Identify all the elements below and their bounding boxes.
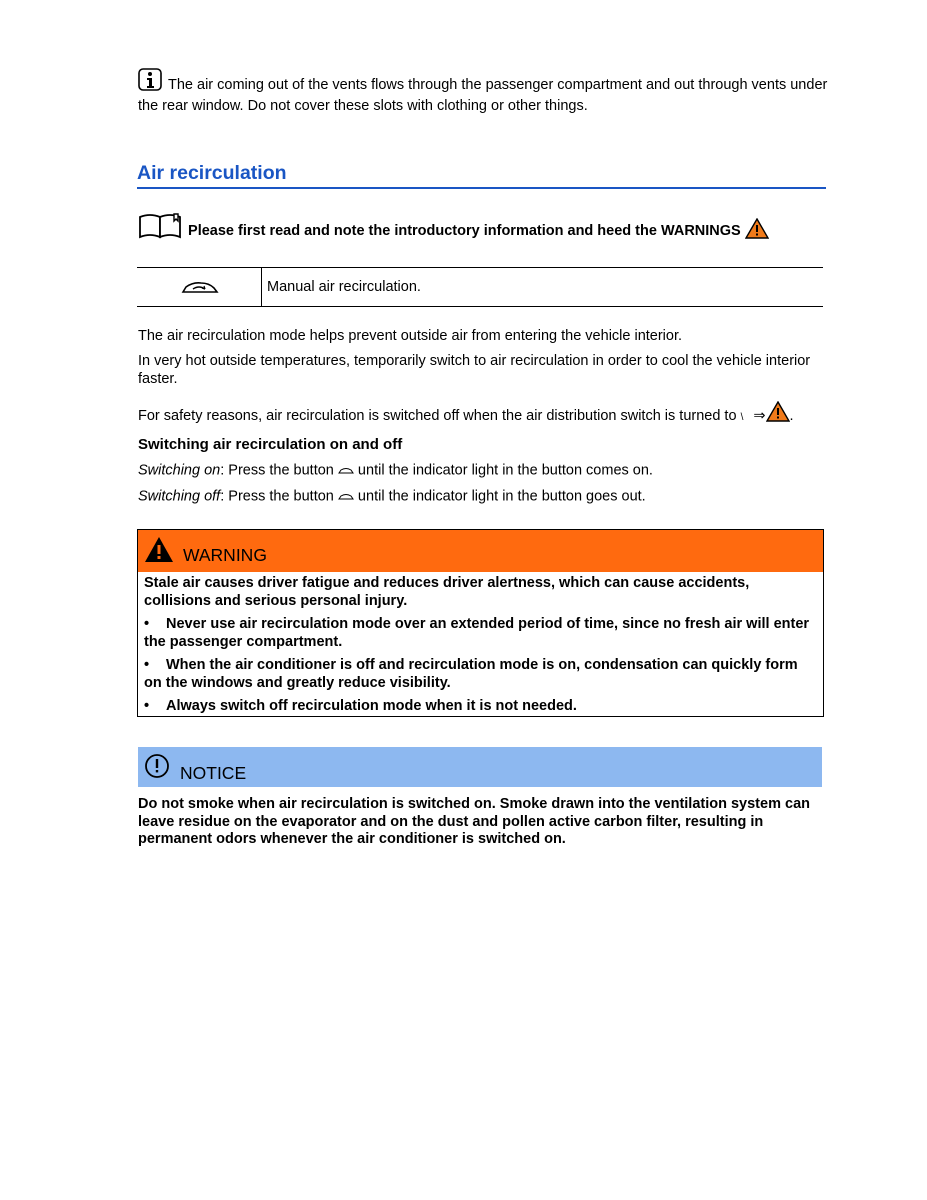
switch-off-line [138,488,828,506]
warning-title: WARNING [183,545,267,565]
switch-off-label: Switching off [138,488,221,505]
subsection-title: Switching air recirculation on and off [138,436,403,453]
control-table [137,267,823,307]
switch-on-pre: : Press the button [220,462,334,479]
bullet-icon: • [144,698,150,714]
warning-bullet [144,616,814,651]
warning-bullet [144,698,814,716]
switch-off-pre: : Press the button [220,488,334,505]
info-note [138,68,828,115]
read-first-note [138,211,838,239]
warning-bullet-text: Never use air recirculation mode over an extended period of time, since no fresh air will enter the passenger compartment. [144,616,810,650]
bullet-icon: • [144,657,150,673]
warning-bullet [144,657,814,692]
warning-triangle-icon [144,536,174,567]
book-icon [138,223,188,239]
table-row-label: Manual air recirculation. [267,279,421,295]
paragraph-2: In very hot outside temperatures, temporarily switch to air recirculation in order to cool the vehicle interior faster. [138,353,811,387]
switch-on-post: until the indicator light in the button comes on. [353,462,653,479]
arrow-icon: ⇒ [753,408,766,424]
info-icon [138,68,164,97]
warning-box [137,529,824,717]
recirculation-car-icon [181,280,219,300]
warning-intro: Stale air causes driver fatigue and reduces driver alertness, which can cause accidents, collisions and serious personal injury. [144,575,750,609]
warning-body [144,575,814,722]
warning-triangle-icon [766,408,790,424]
warning-header [138,530,823,572]
bullet-icon: • [144,616,150,632]
defrost-symbol-icon: \ [740,412,744,423]
notice-exclamation-icon [144,753,170,783]
warning-bullet-text: Always switch off recirculation mode when it is not needed. [166,698,577,714]
read-first-text: Please first read and note the introductory information and heed the WARNINGS [188,223,741,239]
paragraph-1: The air recirculation mode helps prevent outside air from entering the vehicle interior. [138,328,683,344]
warning-triangle-icon [745,223,769,239]
switch-on-line [138,462,828,480]
table-icon-cell [137,268,262,306]
notice-text: Do not smoke when air recirculation is switched on. Smoke drawn into the ventilation system can leave residue on the evaporator and on the dust and pollen active carbon filter, resulting in permanent odors whenever the air conditioner is switched on. [138,796,810,847]
info-note-text: The air coming out of the vents flows through the passenger compartment and out through vents under the rear window. Do not cover these slots with clothing or other things. [138,77,828,114]
recirculation-button-icon [338,462,354,480]
switch-off-post: until the indicator light in the button goes out. [353,488,646,505]
paragraph-3-text: For safety reasons, air recirculation is switched off when the air distribution switch is turned to [138,408,737,424]
switch-on-label: Switching on [138,462,221,479]
section-title: Air recirculation [137,162,826,189]
notice-title: NOTICE [180,763,247,783]
warning-bullet-text: When the air conditioner is off and recirculation mode is on, condensation can quickly form on the windows and greatly reduce visibility. [144,657,798,691]
notice-header [138,747,822,787]
paragraph-3-end: . [789,408,794,424]
recirculation-button-icon [338,488,354,506]
paragraph-3 [138,401,828,427]
